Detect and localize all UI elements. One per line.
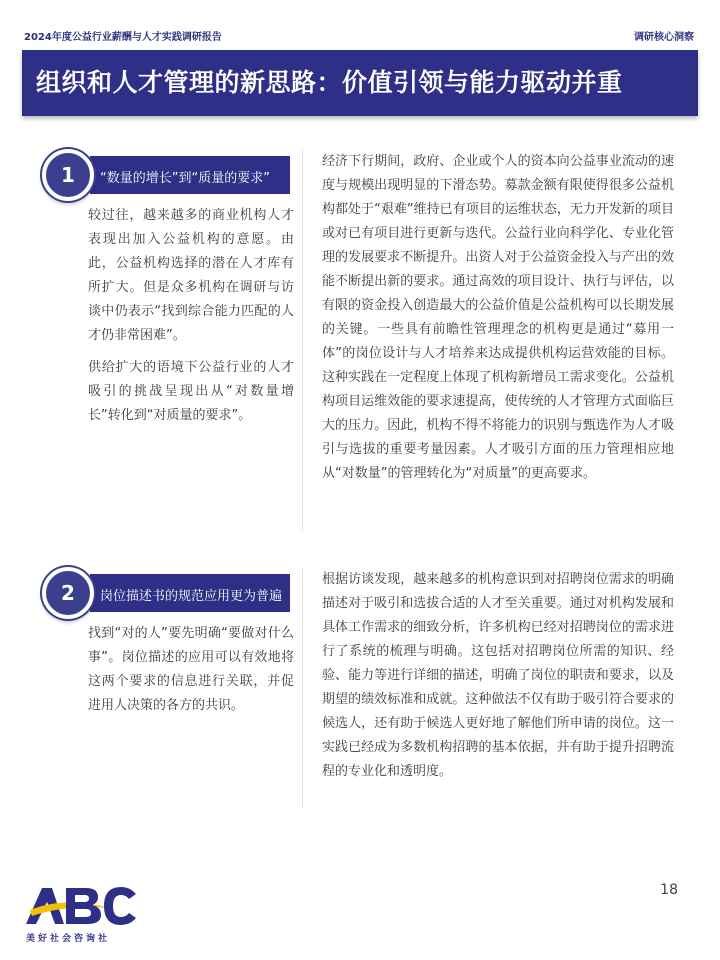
section-2-right-paragraph: 根据访谈发现，越来越多的机构意识到对招聘岗位需求的明确描述对于吸引和选拔合适的人才至关重要。通过对机构发展和具体工作需求的细致分析，许多机构已经对招聘岗位的需求进行了系统的梳理与明确。这包括对招聘岗位所需的知识、经验、能力等进行详细的描述，明确了岗位的职责和要求，以及期望的绩效标准和成就。这种做法不仅有助于吸引符合要求的候选人，还有助于候选人更好地了解他们所申请的岗位。这一实践已经成为多数机构招聘的基本依据，并有助于提升招聘流程的专业化和透明度。 [322,572,674,779]
section-1-heading: “数量的增长”到“质量的要求” [100,171,270,186]
section-2-left-text [88,622,294,726]
section-1-left-text [88,204,294,436]
section-2-heading-bar [90,574,290,612]
section-2-divider [302,568,303,808]
section-1-right-paragraph: 经济下行期间，政府、企业或个人的资本向公益事业流动的速度与规模出现明显的下滑态势。募款金额有限使得很多公益机构都处于“艰难”维持已有项目的运维状态，无力开发新的项目或对已有项目进行更新与迭代。公益行业向科学化、专业化管理的发展要求不断提升。出资人对于公益资金投入与产出的效能不断提出新的要求。通过高效的项目设计、执行与评估，以有限的资金投入创造最大的公益价值是公益机构可以长期发展的关键。一些具有前瞻性管理理念的机构更是通过“募用一体”的岗位设计与人才培养来达成提供机构运营效能的目标。这种实践在一定程度上体现了机构新增员工需求变化。公益机构项目运维效能的要求速提高，使传统的人才管理方式面临巨大的压力。因此，机构不得不将能力的识别与甄选作为人才吸引与选拔的重要考量因素。人才吸引方面的压力管理相应地从“对数量”的管理转化为“对质量”的更高要求。 [322,154,674,481]
section-1-divider [302,150,303,530]
section-1-number-badge: 1 [42,149,94,201]
section-2-heading: 岗位描述书的规范应用更为普遍 [100,589,283,604]
section-2-left-paragraph-1: 找到“对的人”要先明确“要做对什么事”。岗位描述的应用可以有效地将这两个要求的信息进行关联，并促进用人决策的各方的共识。 [88,626,294,713]
page-number: 18 [660,882,678,898]
section-2-number-badge: 2 [42,567,94,619]
page-header [0,0,720,46]
page-title: 组织和人才管理的新思路：价值引领与能力驱动并重 [36,68,623,97]
section-1-right-text [322,150,674,486]
section-1-left-paragraph-1: 较过往，越来越多的商业机构人才表现出加入公益机构的意愿。由此，公益机构选择的潜在人才库有所扩大。但是众多机构在调研与访谈中仍表示“找到综合能力匹配的人才仍非常困难”。 [88,208,294,343]
report-title: 2024年度公益行业薪酬与人才实践调研报告 [24,32,222,43]
title-banner [22,50,698,116]
section-2-right-text [322,568,674,784]
section-tag: 调研核心洞察 [634,32,694,43]
logo-caption: 美好社会咨询社 [26,934,111,944]
section-1-left-paragraph-2: 供给扩大的语境下公益行业的人才吸引的挑战呈现出从“对数量增长”转化到“对质量的要求”。 [88,360,294,423]
section-1-heading-bar [90,156,290,194]
